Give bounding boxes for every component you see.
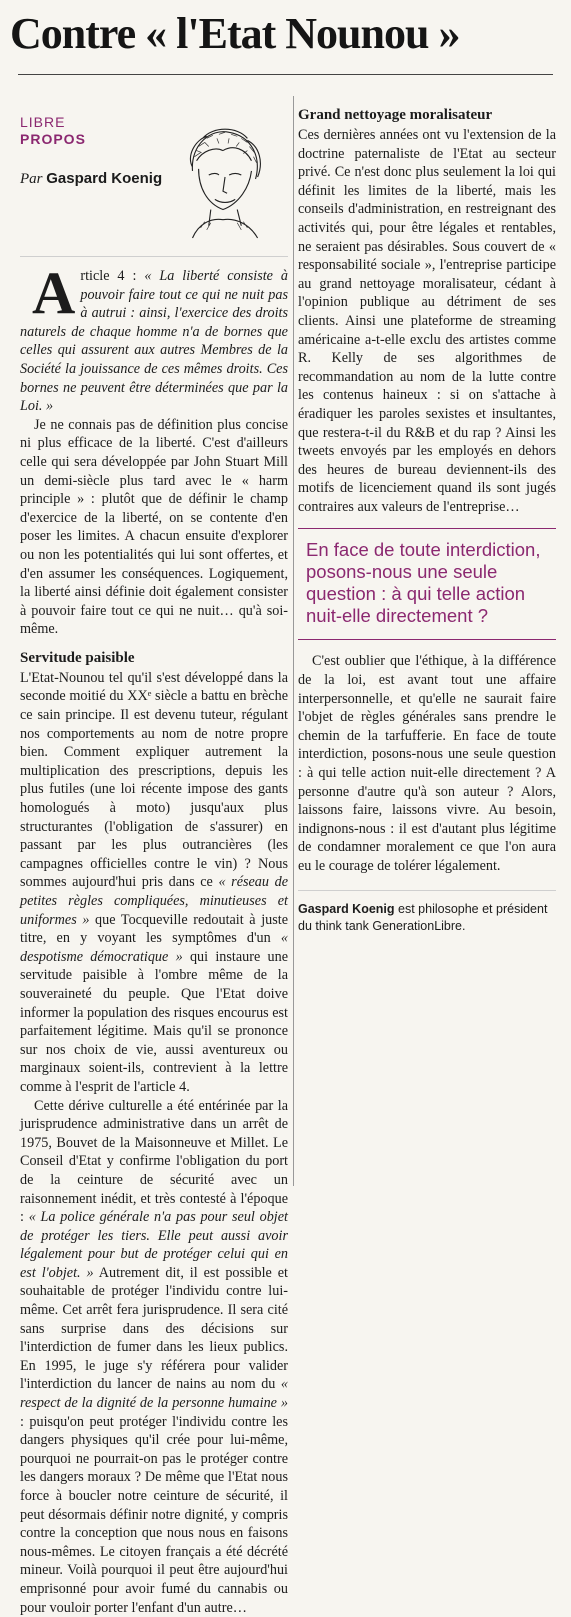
lead-paragraph bbox=[20, 260, 288, 416]
author-portrait-icon bbox=[162, 116, 284, 238]
column-divider bbox=[293, 96, 294, 1186]
lead-intro: rticle 4 : bbox=[80, 268, 145, 284]
byline-author: Gaspard Koenig bbox=[46, 170, 163, 187]
right-column bbox=[298, 96, 556, 1185]
paragraph-5: C'est oublier que l'éthique, à la différence de la loi, est avant tout une affaire interpersonnelle, et qu'elle ne saurait faire l'objet de règles générales sans prendre le chemin de la tarfufferie. En face de toute interdiction, posons-nous une seule question : à qui telle action nuit-elle directement ? A personne d'autre qu'à son auteur ? Alors, laissons faire, laissons vivre. Au besoin, indignons-nous : il est d'autant plus légitime de condamner moralement ce que l'on aura eu le courage de tolérer légalement. bbox=[298, 653, 556, 874]
column-label-propos: PROPOS bbox=[20, 131, 86, 147]
pull-quote: En face de toute interdiction, posons-nous une seule question : à qui telle action nuit-elle directement ? bbox=[306, 539, 541, 627]
paragraph-2: L'Etat-Nounou tel qu'il s'est développé dans la seconde moitié du XXᵉ siècle a battu en brèche ce sain principe. Il est devenu tuteur, régulant nos comportements au nom de notre propre bien. Comment expliquer autrement la multiplication des prescriptions, depuis les plus futiles (une loi récente impose des gants homologués à moto) jusqu'aux plus structurantes (l'obligation de s'assurer) en passant par les plus outrancières (les campagnes officielles contre le vin) ? Nous sommes aujourd'hui pris dans ce « réseau de petites règles compliquées, minutieuses et uniformes » que Tocqueville redoutait à juste titre, en y voyant les symptômes d'un « despotisme démocratique » qui instaure une servitude paisible à l'ombre même de la souveraineté du peuple. Que l'Etat doive informer la population des risques encourus est parfaitement légitime. Mais qu'il se prononce sur nos choix de vie, aussi aventureux ou marginaux soient-ils, contrevient à la lettre comme à l'esprit de l'article 4. bbox=[20, 669, 288, 1095]
left-column bbox=[20, 100, 288, 1616]
column-label-libre: LIBRE bbox=[20, 114, 66, 130]
paragraph-4: Ces dernières années ont vu l'extension de la doctrine paternaliste de l'Etat au secteur privé. Ce n'est donc plus seulement la loi qui définit les limites de la liberté, mais les conseils d'administration, en restreignant des activités qui, pour être légales et rentables, ne seraient pas désirables. Sous couvert de « responsabilité sociale », l'entreprise participe au grand nettoyage moralisateur, cédant à l'opinion publique au détriment de ses clients. Ainsi une plateforme de streaming américaine a-t-elle exclu des artistes comme R. Kelly de ses algorithmes de recommandation au nom de la lutte contre les contenus haineux : si on s'attache à éradiquer les paroles sexistes et insultantes, que restera-t-il du R&B et du rap ? Ainsi les tweets envoyés par les employés en dehors des heures de bureau deviennent-ils des motifs de licenciement quand ils sont jugés contraires aux valeurs de l'entreprise… bbox=[298, 127, 556, 515]
drop-cap: A bbox=[32, 260, 76, 326]
byline-prefix: Par bbox=[20, 171, 43, 187]
subhead-servitude: Servitude paisible bbox=[20, 649, 135, 666]
subhead-nettoyage: Grand nettoyage moralisateur bbox=[298, 107, 493, 123]
paragraph-3: Cette dérive culturelle a été entérinée par la jurisprudence administrative dans un arrêt de 1975, Bouvet de la Maisonneuve et Millet. Le Conseil d'Etat y confirme l'obligation du port de la ceinture de sécurité avec un raisonnement inédit, et très contesté à l'époque : « La police générale n'a pas pour seul objet de protéger les tiers. Elle peut aussi avoir légalement pour but de protéger celui qui en est l'objet. » Autrement dit, il est possible et souhaitable de protéger l'individu contre lui-même. Cet arrêt fera jurisprudence. Il sera cité sans surprise dans des décisions sur l'interdiction de fumer dans les lieux publics. En 1995, le juge s'y référera pour valider l'interdiction du lancer de nains au nom du « respect de la dignité de la personne humaine » : puisqu'on peut protéger l'individu contre les dangers physiques qu'il crée pour lui-même, pourquoi ne pourrait-on pas le protéger contre les dangers moraux ? De même que l'Etat nous force à boucler notre ceinture de sécurité, il peut désormais définir notre dignité, y compris contre la conception que nous nous en faisons nous-mêmes. Le citoyen français a été décrété mineur. Voilà pourquoi il peut être aujourd'hui emprisonné pour avoir fumé du cannabis ou pour vouloir porter l'enfant d'un autre… bbox=[20, 1097, 288, 1616]
column-header bbox=[20, 114, 288, 257]
bio-name: Gaspard Koenig bbox=[298, 901, 395, 916]
bio-text: est philosophe et président du think tank GenerationLibre. bbox=[298, 901, 548, 933]
author-bio bbox=[298, 890, 556, 935]
headline: Contre « l'Etat Nounou » bbox=[10, 9, 460, 58]
paragraph-1: Je ne connais pas de définition plus concise ni plus efficace de la liberté. C'est d'ailleurs celle qui sera développée par John Stuart Mill un demi-siècle plus tard avec le « harm principle » : plutôt que de définir le champ d'exercice de la liberté, on se contente d'en poser les limites. A chacun ensuite d'explorer ou non les potentialités qui lui sont offertes, et d'en assumer les conséquences. Logiquement, la liberté ainsi définie doit également consister à pouvoir faire tout ce qui ne nuit… qu'à soi-même. bbox=[20, 416, 288, 638]
headline-rule bbox=[18, 74, 553, 75]
lead-quote: « La liberté consiste à pouvoir faire tout ce qui ne nuit pas à autrui : ainsi, l'exercice des droits naturels de chaque homme n'a de bornes que celles qui assurent aux autres Membres de la Société la jouissance de ces mêmes droits. Ces bornes ne peuvent être déterminées que par la Loi. » bbox=[20, 268, 288, 415]
pull-quote-box bbox=[298, 528, 556, 640]
